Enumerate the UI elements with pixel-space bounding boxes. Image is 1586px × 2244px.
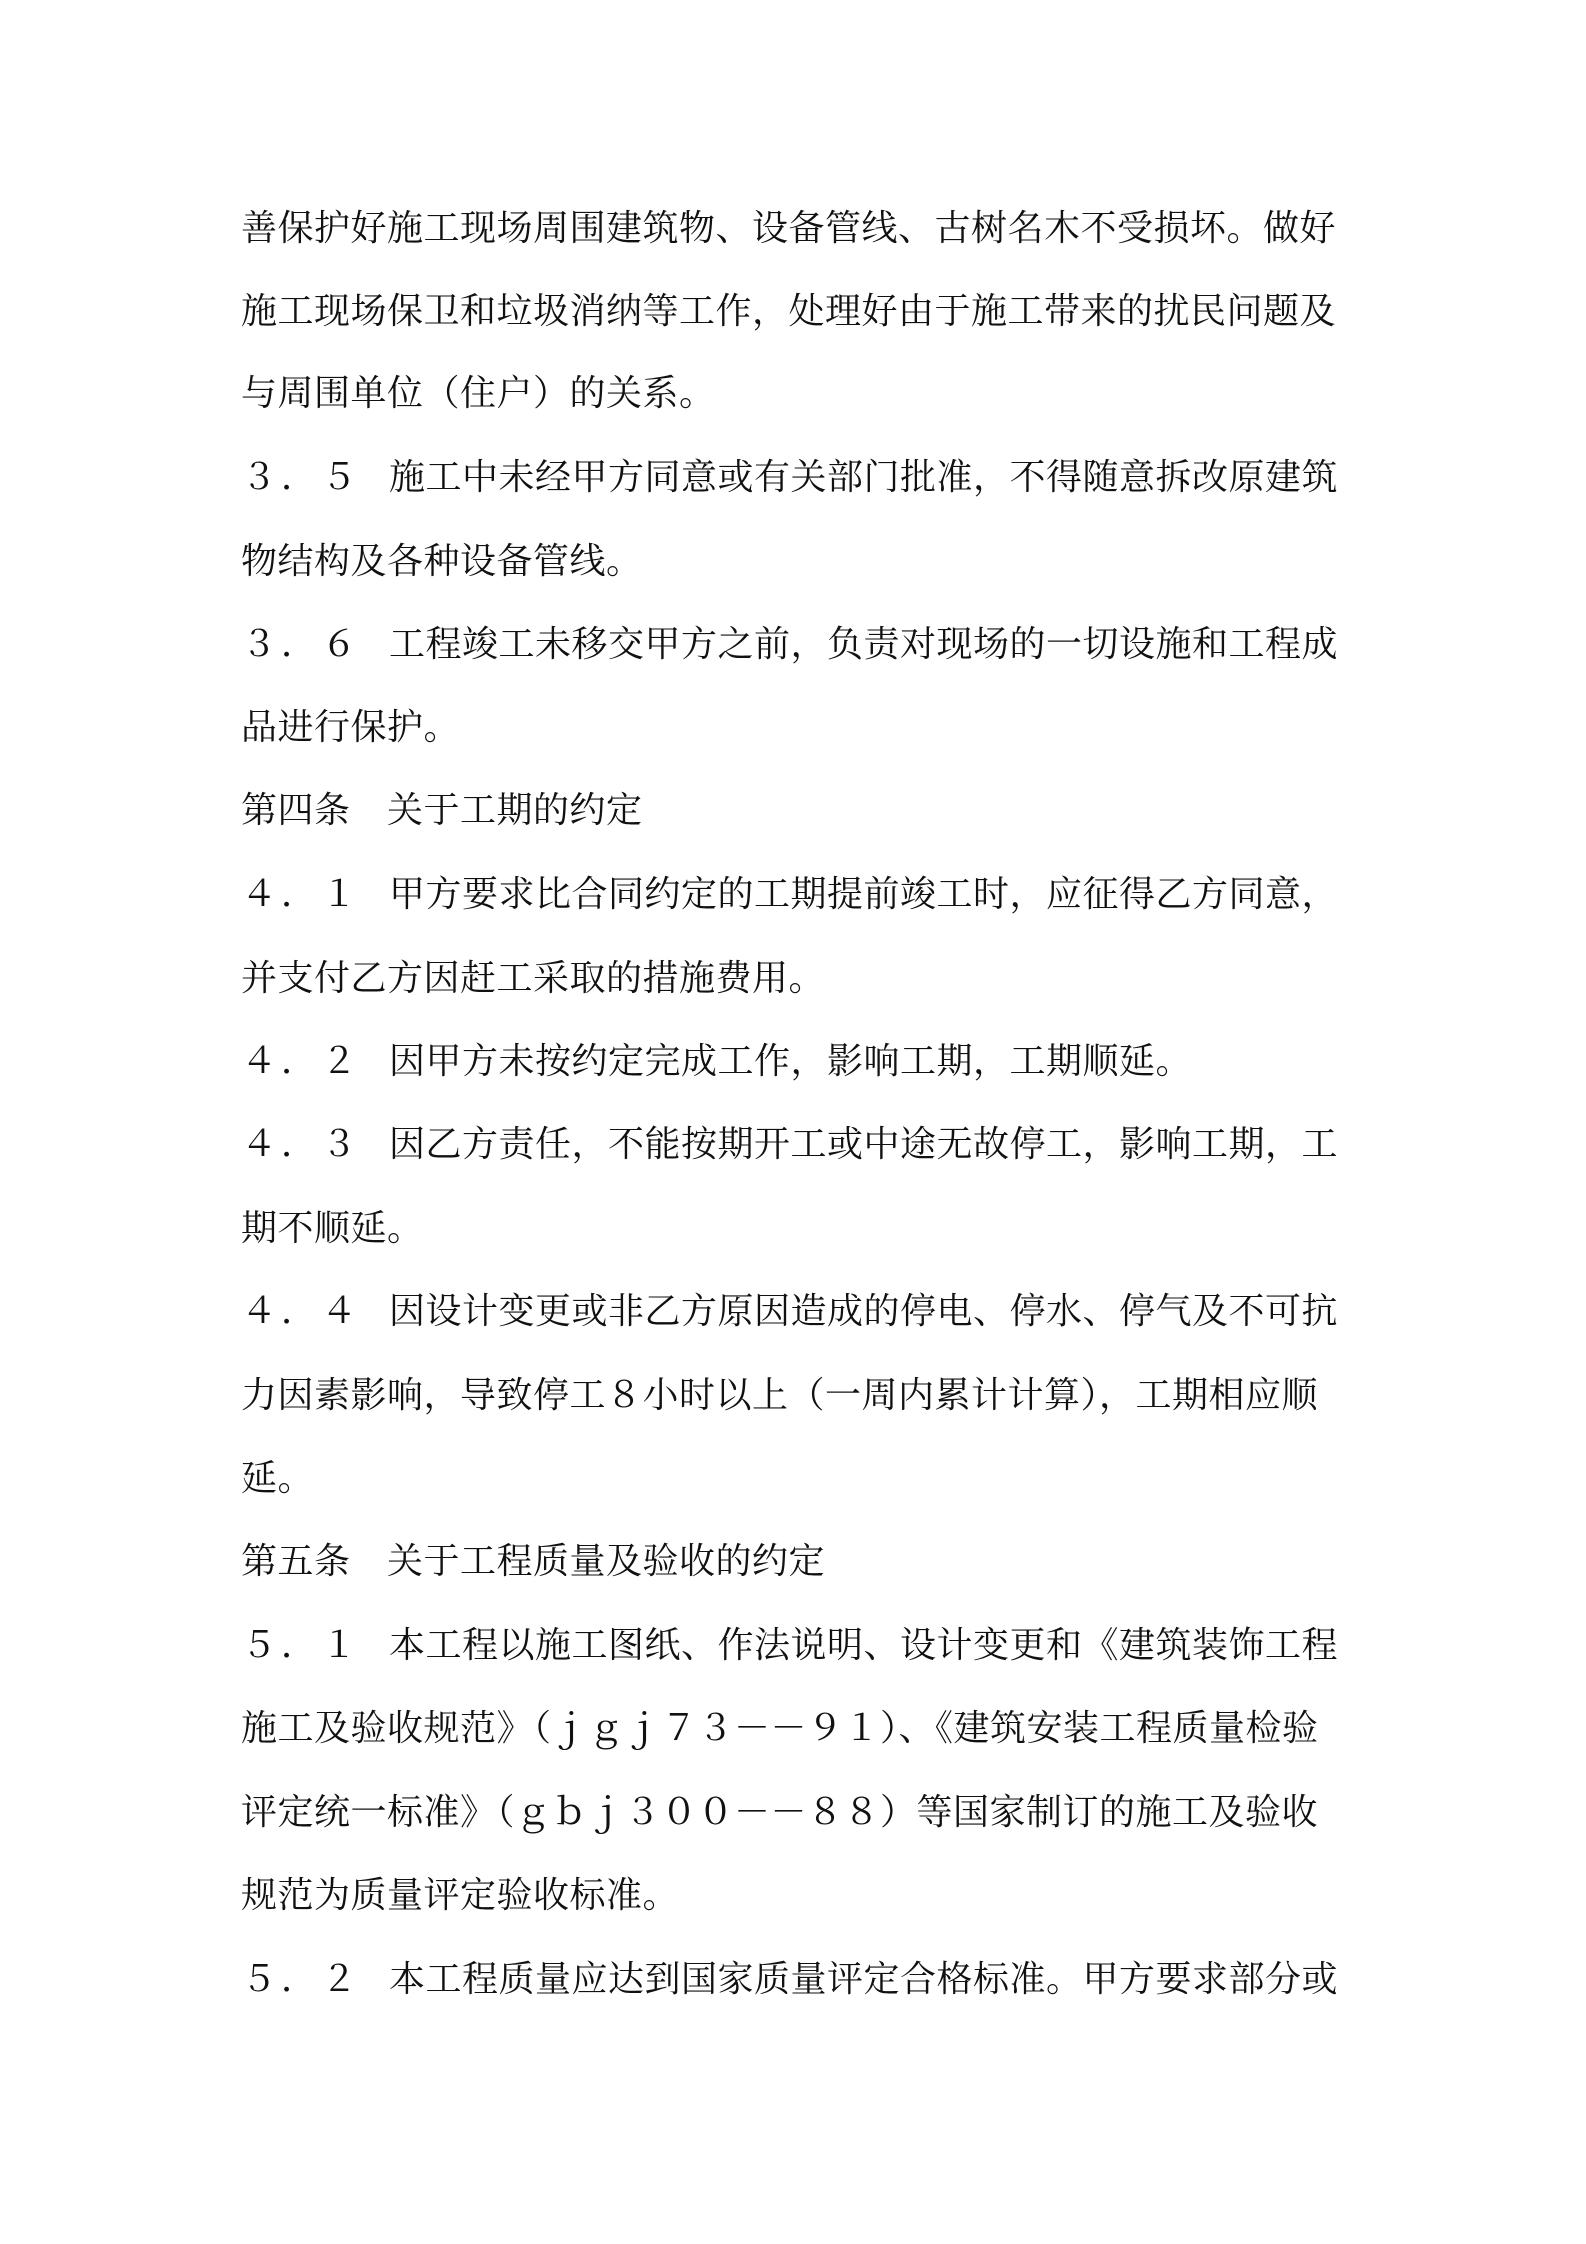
line-text: 力因素影响，导致停工８小时以上（一周内累计计算），工期相应顺 — [241, 1375, 1319, 1416]
clause-4-1 — [241, 871, 1357, 919]
body-line — [241, 1789, 1357, 1837]
body-line — [241, 1872, 1357, 1920]
line-text: 施工中未经甲方同意或有关部门批准，不得随意拆改原建筑 — [389, 457, 1339, 498]
clause-5-1 — [241, 1622, 1357, 1670]
line-text: 本工程质量应达到国家质量评定合格标准。甲方要求部分或 — [389, 1959, 1339, 2000]
line-text: 并支付乙方因赶工采取的措施费用。 — [241, 958, 826, 999]
clause-number: ４．２ — [241, 1041, 362, 1082]
body-line — [241, 1455, 1357, 1503]
line-text: 第五条 关于工程质量及验收的约定 — [241, 1541, 826, 1582]
line-text: 期不顺延。 — [241, 1208, 424, 1249]
body-line — [241, 1205, 1357, 1253]
line-text: 规范为质量评定验收标准。 — [241, 1875, 680, 1916]
line-text: 评定统一标准》（ｇｂｊ３００－－８８）等国家制订的施工及验收 — [241, 1792, 1319, 1833]
clause-number: ３．６ — [241, 624, 362, 665]
body-line — [241, 538, 1357, 586]
line-text: 第四条 关于工期的约定 — [241, 790, 643, 831]
line-text: 甲方要求比合同约定的工期提前竣工时，应征得乙方同意， — [389, 874, 1339, 915]
line-text: 品进行保护。 — [241, 707, 461, 748]
body-line — [241, 370, 1357, 418]
clause-5-2 — [241, 1956, 1357, 2004]
line-text: 本工程以施工图纸、作法说明、设计变更和《建筑装饰工程 — [389, 1625, 1339, 1666]
clause-number: ５．１ — [241, 1625, 362, 1666]
clause-number: ４．３ — [241, 1124, 362, 1165]
clause-number: ５．２ — [241, 1959, 362, 2000]
line-text: 施工现场保卫和垃圾消纳等工作，处理好由于施工带来的扰民问题及 — [241, 291, 1337, 332]
line-text: 因甲方未按约定完成工作，影响工期，工期顺延。 — [389, 1041, 1193, 1082]
line-text: 工程竣工未移交甲方之前，负责对现场的一切设施和工程成 — [389, 624, 1339, 665]
line-text: 善保护好施工现场周围建筑物、设备管线、古树名木不受损坏。做好 — [241, 208, 1337, 249]
body-line — [241, 1372, 1357, 1420]
clause-4-4 — [241, 1288, 1357, 1336]
clause-number: ４．４ — [241, 1291, 362, 1332]
clause-4-2 — [241, 1038, 1357, 1086]
body-line — [241, 955, 1357, 1003]
clause-4-3 — [241, 1121, 1357, 1169]
body-line — [241, 205, 1357, 253]
line-text: 因设计变更或非乙方原因造成的停电、停水、停气及不可抗 — [389, 1291, 1339, 1332]
clause-3-6 — [241, 621, 1357, 669]
body-line — [241, 704, 1357, 752]
article-heading-4 — [241, 787, 1357, 835]
line-text: 延。 — [241, 1458, 315, 1499]
clause-3-5 — [241, 454, 1357, 502]
clause-number: ３．５ — [241, 457, 362, 498]
line-text: 物结构及各种设备管线。 — [241, 541, 643, 582]
line-text: 因乙方责任，不能按期开工或中途无故停工，影响工期，工 — [389, 1124, 1339, 1165]
clause-number: ４．１ — [241, 874, 362, 915]
body-line — [241, 1705, 1357, 1753]
article-heading-5 — [241, 1538, 1357, 1586]
line-text: 与周围单位（住户）的关系。 — [241, 373, 716, 414]
line-text: 施工及验收规范》（ｊｇｊ７３－－９１）、《建筑安装工程质量检验 — [241, 1708, 1319, 1749]
body-line — [241, 288, 1357, 336]
